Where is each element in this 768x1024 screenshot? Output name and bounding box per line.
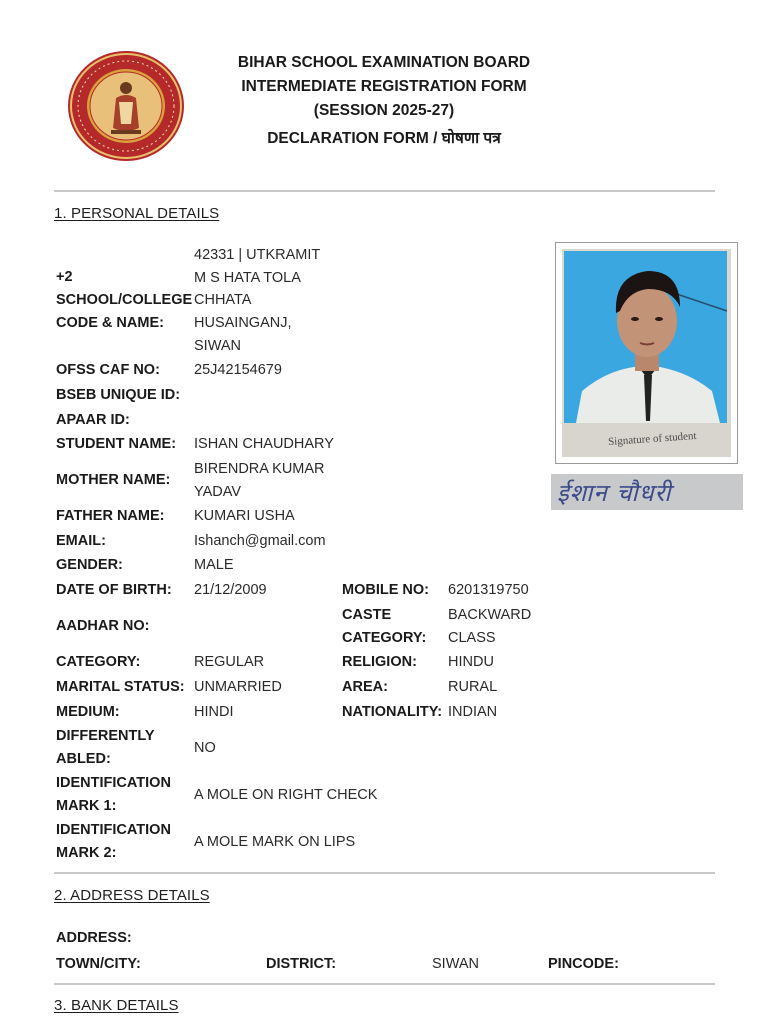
father-name-label: FATHER NAME: [56, 508, 165, 524]
school-value-line: M S HATA TOLA [194, 270, 301, 286]
section-personal-details: 1. PERSONAL DETAILS [54, 205, 220, 222]
marital-status-value: UNMARRIED [194, 679, 282, 695]
school-value-line: HUSAINGANJ, [194, 315, 292, 331]
nationality-label: NATIONALITY: [342, 704, 443, 720]
area-value: RURAL [448, 679, 498, 695]
area-label: AREA: [342, 679, 388, 695]
medium-value: HINDI [194, 704, 234, 720]
nationality-value: INDIAN [448, 704, 498, 720]
religion-label: RELIGION: [342, 654, 417, 670]
caste-category-label-cont: CATEGORY: [342, 630, 427, 646]
section-bank-details: 3. BANK DETAILS [54, 997, 179, 1014]
caste-category-value: BACKWARD [448, 607, 532, 623]
school-label-line1: +2 [56, 269, 73, 285]
email-value: Ishanch@gmail.com [194, 533, 326, 549]
divider [54, 983, 715, 985]
apaar-id-label: APAAR ID: [56, 412, 130, 428]
dob-value: 21/12/2009 [194, 582, 267, 598]
gender-label: GENDER: [56, 557, 123, 573]
aadhar-label: AADHAR NO: [56, 618, 150, 634]
photo-caption: Signature of student [607, 429, 697, 449]
school-label-line3: CODE & NAME: [56, 315, 164, 331]
student-photo [555, 242, 738, 464]
mother-name-value-cont: YADAV [194, 484, 242, 500]
religion-value: HINDU [448, 654, 494, 670]
identification-mark-1-label-cont: MARK 1: [56, 798, 117, 814]
category-value: REGULAR [194, 654, 265, 670]
differently-abled-label: DIFFERENTLY [56, 728, 155, 744]
divider [54, 872, 715, 874]
school-value-line: SIWAN [194, 338, 241, 354]
student-signature [551, 474, 743, 510]
student-name-value: ISHAN CHAUDHARY [194, 436, 334, 452]
student-name-label: STUDENT NAME: [56, 436, 177, 452]
district-value: SIWAN [432, 956, 479, 972]
gender-value: MALE [194, 557, 234, 573]
dob-label: DATE OF BIRTH: [56, 582, 172, 598]
caste-category-value-cont: CLASS [448, 630, 496, 646]
identification-mark-1-value: A MOLE ON RIGHT CHECK [194, 787, 378, 803]
signature-text: ईशान चौधरी [557, 479, 672, 507]
address-label: ADDRESS: [56, 930, 132, 946]
identification-mark-2-label: IDENTIFICATION [56, 822, 171, 838]
differently-abled-label-cont: ABLED: [56, 751, 111, 767]
father-name-value: KUMARI USHA [194, 508, 295, 524]
bseb-unique-id-label: BSEB UNIQUE ID: [56, 387, 181, 403]
identification-mark-2-label-cont: MARK 2: [56, 845, 117, 861]
bseb-seal-icon [67, 50, 185, 162]
caste-category-label: CASTE [342, 607, 392, 623]
identification-mark-2-value: A MOLE MARK ON LIPS [194, 834, 356, 850]
school-value-line: CHHATA [194, 292, 252, 308]
ofss-caf-value: 25J42154679 [194, 362, 282, 378]
mobile-label: MOBILE NO: [342, 582, 429, 598]
ofss-caf-label: OFSS CAF NO: [56, 362, 160, 378]
school-label-line2: SCHOOL/COLLEGE [56, 292, 193, 308]
identification-mark-1-label: IDENTIFICATION [56, 775, 171, 791]
divider [54, 190, 715, 192]
mobile-value: 6201319750 [448, 582, 529, 598]
differently-abled-value: NO [194, 740, 216, 756]
bseb-logo [67, 50, 185, 162]
school-value-line: 42331 | UTKRAMIT [194, 247, 321, 263]
category-label: CATEGORY: [56, 654, 141, 670]
medium-label: MEDIUM: [56, 704, 120, 720]
mother-name-label: MOTHER NAME: [56, 472, 171, 488]
form-title: INTERMEDIATE REGISTRATION FORM [241, 78, 527, 95]
town-city-label: TOWN/CITY: [56, 956, 141, 972]
mother-name-value: BIRENDRA KUMAR [194, 461, 325, 477]
marital-status-label: MARITAL STATUS: [56, 679, 185, 695]
pincode-label: PINCODE: [548, 956, 619, 972]
email-label: EMAIL: [56, 533, 106, 549]
board-name: BIHAR SCHOOL EXAMINATION BOARD [237, 54, 531, 71]
session: (SESSION 2025-27) [313, 102, 455, 119]
section-address-details: 2. ADDRESS DETAILS [54, 887, 210, 904]
student-portrait-icon [562, 249, 731, 457]
declaration-title: DECLARATION FORM / घोषणा पत्र [267, 130, 501, 147]
district-label: DISTRICT: [266, 956, 337, 972]
